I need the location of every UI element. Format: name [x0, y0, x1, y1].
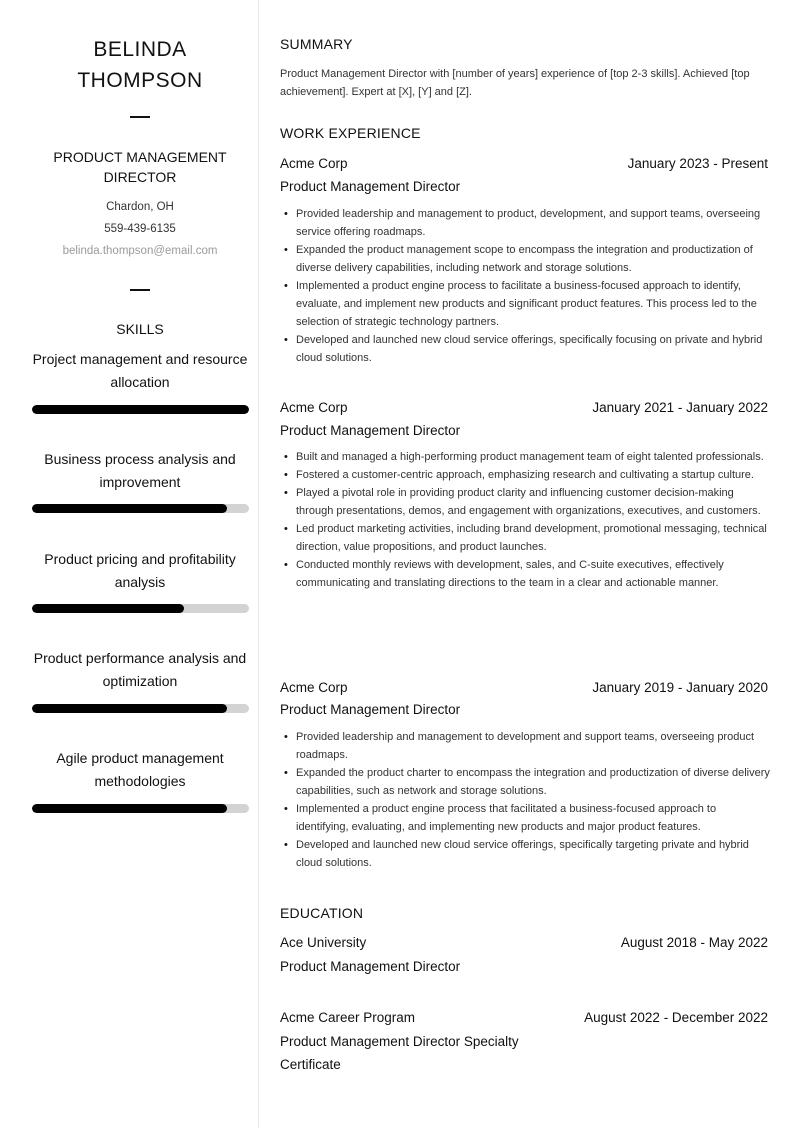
company-name: Acme Corp — [280, 156, 348, 171]
job-dates: January 2021 - January 2022 — [592, 400, 768, 415]
list-item: • Built and managed a high-performing product management team of eight talented professionals. — [296, 448, 770, 466]
skill-bar — [32, 405, 249, 414]
skill-name: Product pricing and profitability analysis — [44, 551, 236, 590]
skill-bar-fill — [32, 405, 249, 414]
company-name: Acme Corp — [280, 680, 348, 695]
job-header — [280, 400, 768, 415]
job-bullets — [280, 448, 770, 592]
list-item: • Developed and launched new cloud service offerings, specifically focusing on private and hybrid cloud solutions. — [296, 331, 770, 367]
job-dates: January 2023 - Present — [627, 156, 768, 171]
job-header — [280, 680, 768, 695]
first-name: BELINDA — [93, 38, 187, 61]
skill-bar — [32, 604, 249, 613]
education-dates: August 2022 - December 2022 — [584, 1010, 768, 1025]
list-item: • Played a pivotal role in providing product clarity and influencing customer decision-making through presentations, demos, and engagement with organizations, executives, and customers. — [296, 484, 770, 520]
last-name: THOMPSON — [77, 69, 203, 92]
list-item: • Expanded the product management scope to encompass the integration and productization of diverse delivery capabilities, including network and storage solutions. — [296, 241, 770, 277]
divider-dash — [130, 116, 150, 118]
list-item: • Led product marketing activities, including brand development, promotional messaging, technical direction, value propositions, and product launches. — [296, 520, 770, 556]
list-item: • Fostered a customer-centric approach, emphasizing research and cultivating a startup culture. — [296, 466, 770, 484]
education-dates: August 2018 - May 2022 — [620, 935, 768, 950]
job-role: Product Management Director — [280, 179, 461, 194]
degree: Product Management Director Specialty Certificate — [280, 1034, 519, 1072]
list-item: • Implemented a product engine process to facilitate a business-focused approach to identify, evaluate, and implement new products and significant product features. This process led to the selection of strategic technology partners. — [296, 277, 770, 331]
education-header — [280, 1010, 768, 1025]
skill-bar-fill — [32, 804, 227, 813]
location: Chardon, OH — [106, 201, 174, 213]
list-item: • Provided leadership and management to product, development, and support teams, overseeing service offering roadmaps. — [296, 205, 770, 241]
job-dates: January 2019 - January 2020 — [592, 680, 768, 695]
skills-heading: SKILLS — [116, 321, 164, 337]
job-header — [280, 156, 768, 171]
summary-heading: SUMMARY — [280, 36, 353, 52]
list-item: • Implemented a product engine process that facilitated a business-focused approach to identifying, evaluating, and implementing new products and major product features. — [296, 800, 770, 836]
skill-name: Business process analysis and improvement — [44, 451, 236, 490]
company-name: Acme Corp — [280, 400, 348, 415]
candidate-name — [20, 34, 260, 96]
school-name: Ace University — [280, 935, 367, 950]
skill-name: Project management and resource allocation — [32, 351, 248, 390]
phone: 559-439-6135 — [104, 223, 176, 235]
job-role: Product Management Director — [280, 423, 461, 438]
school-name: Acme Career Program — [280, 1010, 416, 1025]
list-item: • Conducted monthly reviews with development, sales, and C-suite executives, effectively communicating and translating directions to the team in a clear and actionable manner. — [296, 556, 770, 592]
email-link[interactable]: belinda.thompson@email.com — [62, 245, 218, 257]
education-heading: EDUCATION — [280, 905, 364, 921]
degree: Product Management Director — [280, 959, 461, 974]
divider-dash — [130, 289, 150, 291]
skill-name: Product performance analysis and optimization — [33, 650, 247, 689]
job-bullets — [280, 728, 770, 872]
skill-name: Agile product management methodologies — [56, 750, 224, 789]
skill-bar — [32, 504, 249, 513]
job-bullets — [280, 205, 770, 367]
list-item: • Provided leadership and management to development and support teams, overseeing product roadmaps. — [296, 728, 770, 764]
list-item: • Developed and launched new cloud service offerings, specifically targeting private and hybrid cloud solutions. — [296, 836, 770, 872]
job-role: Product Management Director — [280, 702, 461, 717]
skill-bar-fill — [32, 504, 227, 513]
summary-text: Product Management Director with [number of years] experience of [top 2-3 skills]. Achieved [top achievement]. Expert at [X], [Y] and [Z]. — [280, 68, 750, 98]
education-header — [280, 935, 768, 950]
list-item: • Expanded the product charter to encompass the integration and productization of diverse delivery capabilities, such as network and storage solutions. — [296, 764, 770, 800]
skill-bar-fill — [32, 704, 227, 713]
skill-bar — [32, 804, 249, 813]
skill-bar — [32, 704, 249, 713]
work-experience-heading: WORK EXPERIENCE — [280, 125, 421, 141]
job-title: PRODUCT MANAGEMENT DIRECTOR — [53, 149, 227, 185]
skill-bar-fill — [32, 604, 184, 613]
